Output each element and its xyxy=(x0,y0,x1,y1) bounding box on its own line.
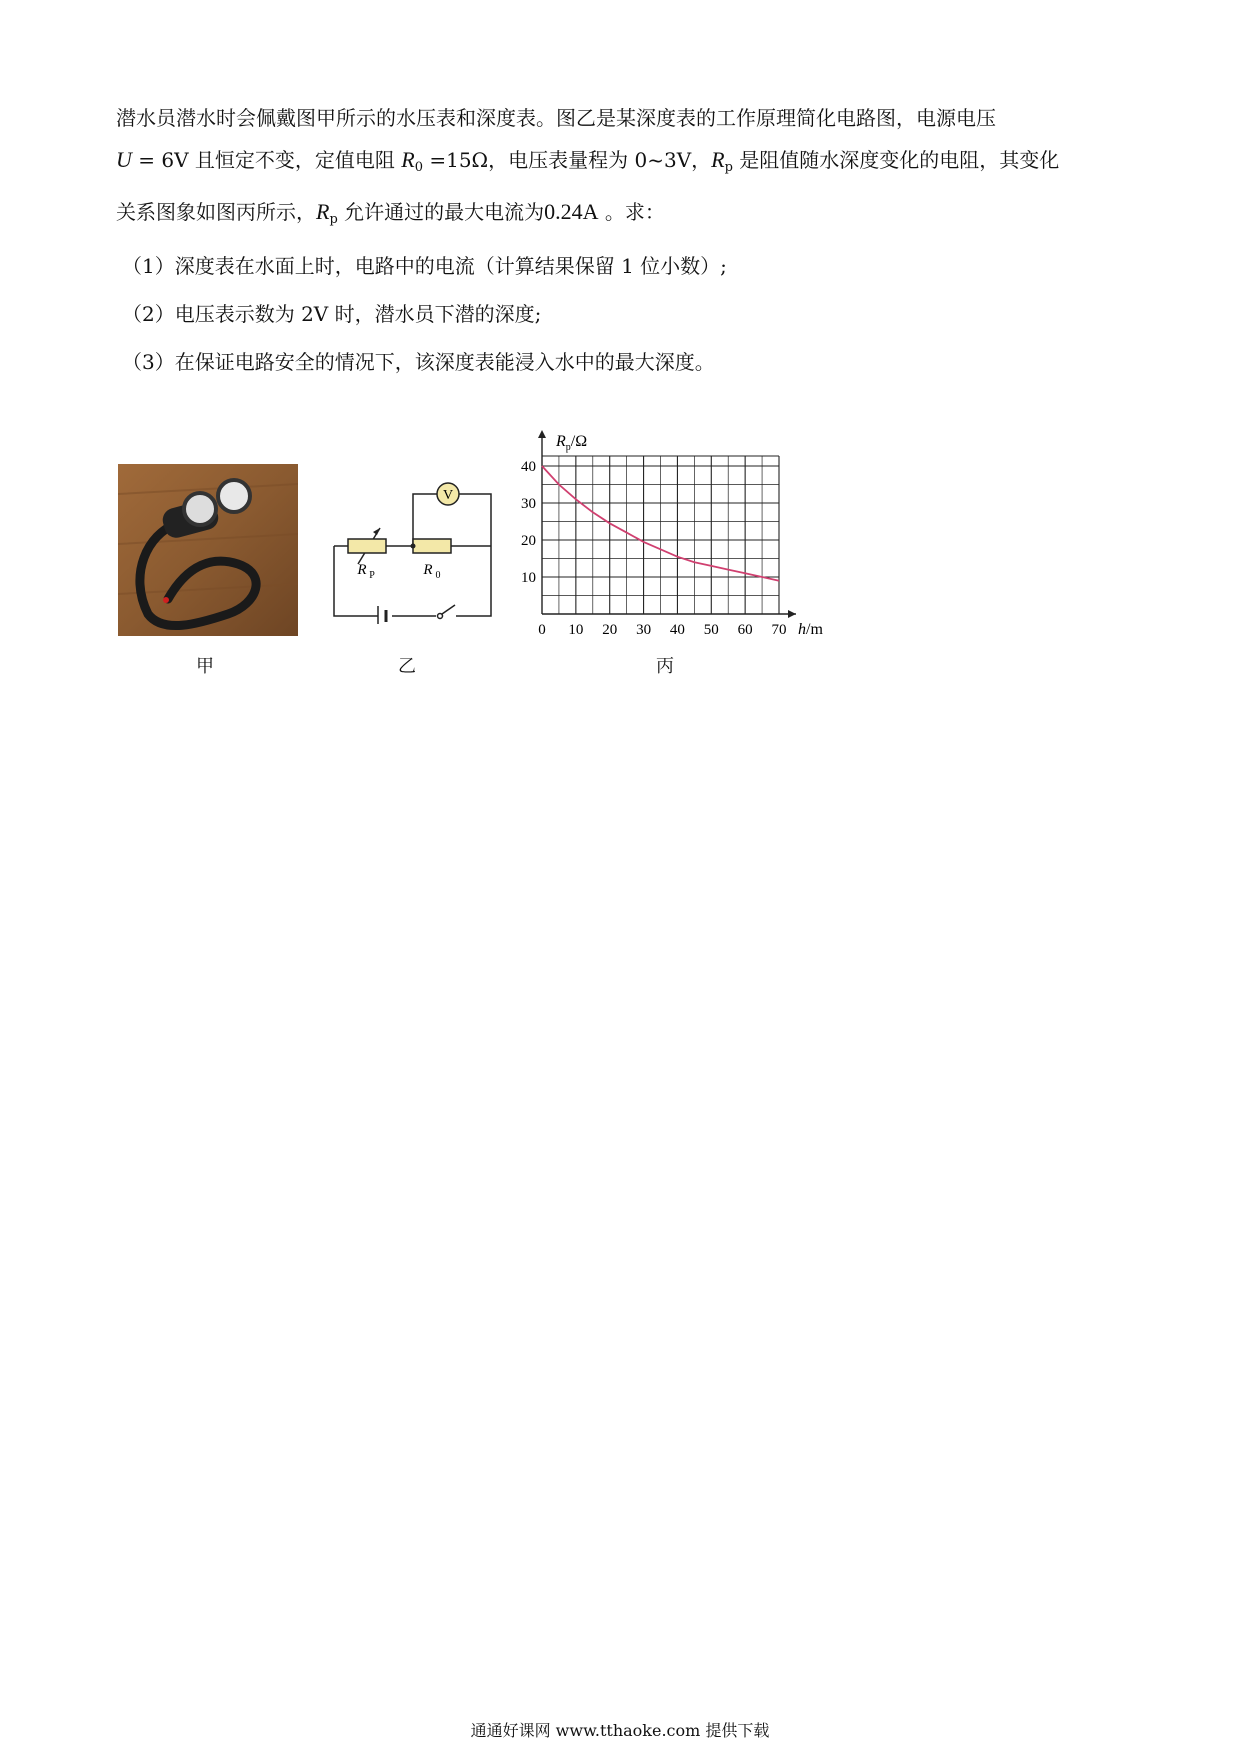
var-u: U xyxy=(116,147,132,172)
y-tick-label: 30 xyxy=(521,496,536,512)
circuit-diagram xyxy=(328,474,498,624)
x-axis-label: h/m xyxy=(798,621,823,638)
rheostat-rp xyxy=(348,539,386,553)
x-tick-label: 30 xyxy=(636,622,652,638)
x-tick-label: 10 xyxy=(568,622,584,638)
problem-line-2: U = 6V 且恒定不变，定值电阻 $R_0 =15\Omega$，电压表量程为 0~3V，$R_p$ 是阻值随水深度变化的电阻，其变化 xyxy=(116,147,1060,175)
svg-text:P: P xyxy=(369,570,375,581)
y-tick-label: 10 xyxy=(521,570,536,586)
rp-depth-chart xyxy=(512,428,842,648)
var-r0: R xyxy=(401,147,415,172)
x-tick-label: 60 xyxy=(737,622,753,638)
caption-yi: 乙 xyxy=(398,656,416,677)
x-tick-label: 50 xyxy=(703,622,719,638)
caption-jia: 甲 xyxy=(196,656,214,677)
resistor-r0 xyxy=(413,539,451,553)
y-axis-arrow xyxy=(538,430,546,438)
x-tick-label: 0 xyxy=(538,622,546,638)
x-tick-label: 40 xyxy=(669,622,685,638)
x-tick-label: 20 xyxy=(602,622,618,638)
chart-grid xyxy=(542,456,779,614)
y-tick-label: 20 xyxy=(521,533,536,549)
y-axis-label: $R_p/\Omega$ xyxy=(556,433,588,453)
problem-line-3: 关系图象如图丙所示，$R_p$ 允许通过的最大电流为0.24A 。求： xyxy=(116,199,665,227)
question-2: （2）电压表示数为 2V 时，潜水员下潜的深度; xyxy=(122,302,542,326)
question-3: （3）在保证电路安全的情况下，该深度表能浸入水中的最大深度。 xyxy=(122,350,715,374)
chart-axes xyxy=(538,430,796,618)
footer-source: 通通好课网 www.tthaoke.com 提供下载 xyxy=(470,1721,770,1740)
x-tick-label: 70 xyxy=(771,622,787,638)
svg-text:R: R xyxy=(423,562,433,578)
var-rp-2: R xyxy=(316,199,330,224)
svg-text:V: V xyxy=(442,488,454,503)
svg-text:0: 0 xyxy=(435,570,441,581)
x-axis-arrow xyxy=(788,610,796,618)
var-rp: R xyxy=(711,147,725,172)
y-tick-label: 40 xyxy=(521,459,536,475)
svg-text:R: R xyxy=(357,562,367,578)
caption-bing: 丙 xyxy=(656,656,674,677)
diving-gauge-photo xyxy=(118,464,298,636)
question-1: （1）深度表在水面上时，电路中的电流（计算结果保留 1 位小数）; xyxy=(122,254,727,278)
problem-line-1: 潜水员潜水时会佩戴图甲所示的水压表和深度表。图乙是某深度表的工作原理简化电路图，电源电压 xyxy=(116,106,996,130)
